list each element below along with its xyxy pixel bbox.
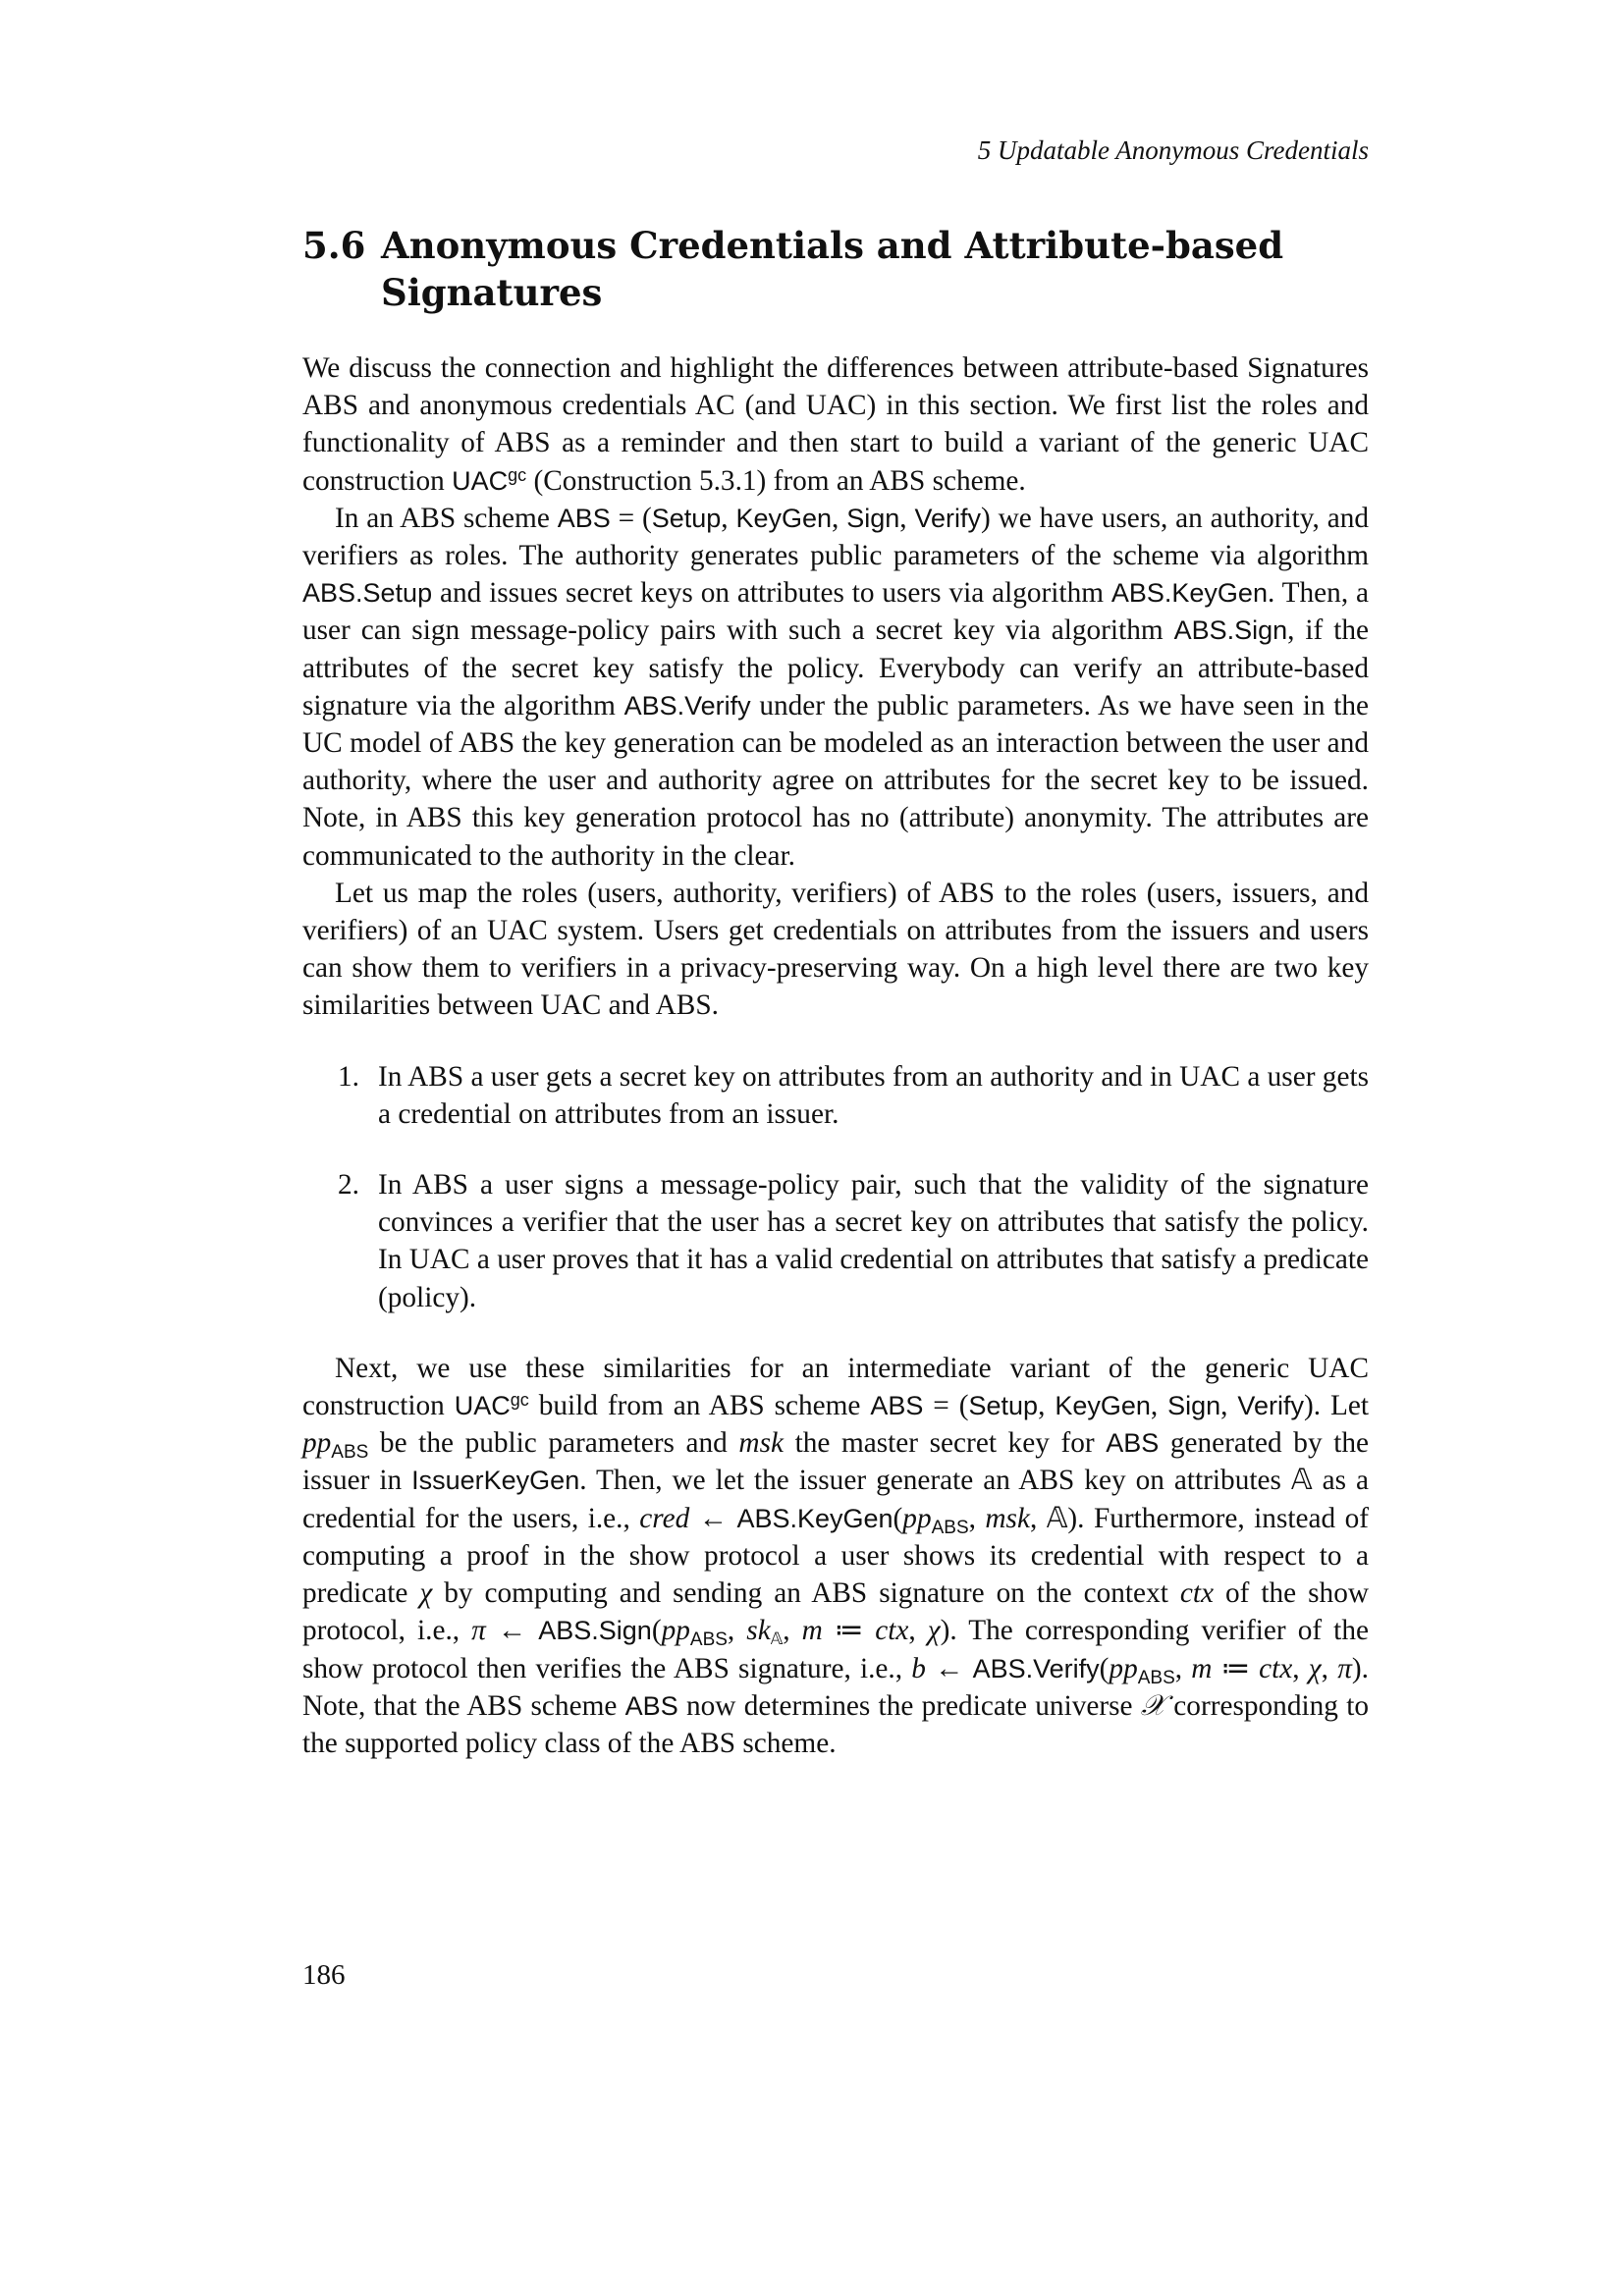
text-run: by computing and sending an ABS signature on the context [432, 1577, 1180, 1610]
text-run: In an ABS scheme [335, 502, 558, 534]
text-run: ). Note, that the ABS scheme [302, 1652, 1369, 1722]
list-item [302, 1058, 1369, 1133]
ctx-symbol: ctx [875, 1615, 909, 1647]
paragraph-roles: Let us map the roles (users, authority, verifiers) of ABS to the roles (users, issuers, and verifiers) of an UAC system. Users get credentials on attributes from the issuers and users can show them to verifiers in a privacy-preserving way. On a high level there are two key similarities between UAC and ABS. [302, 877, 1369, 1022]
m-symbol: m [801, 1615, 823, 1647]
list-item-number: 2. [338, 1169, 359, 1201]
abs-verify-symbol: ABS.Verify [623, 690, 751, 721]
abs-keygen-symbol: ABS.KeyGen [1110, 578, 1268, 609]
text-run: We discuss the connection and highlight the differences between attribute-based Signatures ABS and anonymous credentials AC (and UAC) in this section. We first list the roles and functionality of ABS as a reminder and then start to build a variant of the generic UAC construction [302, 352, 1369, 497]
text-run: ). [1067, 1502, 1085, 1534]
paragraph-construction [302, 1350, 1369, 1762]
text-run: , [1220, 1390, 1238, 1422]
uac-symbol: UAC [454, 1391, 511, 1421]
pp-symbol: pp [902, 1502, 932, 1534]
abs-symbol: ABS [870, 1391, 924, 1421]
text-run: (Construction 5.3.1) from an ABS scheme. [526, 464, 1026, 497]
verify-symbol: Verify [1237, 1391, 1304, 1421]
abs-symbol: ABS [1106, 1428, 1160, 1459]
text-run: , [1174, 1652, 1192, 1684]
text-run: and issues secret keys on attributes to users via algorithm [432, 577, 1111, 610]
list-item-text: In ABS a user gets a secret key on attributes from an authority and in UAC a user gets a credential on attributes from an issuer. [378, 1060, 1369, 1130]
text-run: ) we have users, an authority, and verifiers as roles. The authority generates public parameters of the scheme via algorithm [302, 502, 1369, 572]
text-run: , [1292, 1652, 1309, 1684]
pi-symbol: π [471, 1615, 486, 1647]
section-heading [302, 222, 1284, 316]
ctx-symbol: ctx [1259, 1652, 1293, 1684]
section-title-line1: Anonymous Credentials and Attribute-based [381, 224, 1284, 267]
sk-symbol: sk [746, 1615, 771, 1647]
list-item [302, 1166, 1369, 1316]
text-run: , [968, 1502, 986, 1534]
uac-symbol: UAC [452, 465, 509, 496]
gc-superscript: gc [508, 464, 527, 485]
text-run: of the show protocol, i.e., [302, 1577, 1370, 1647]
text-run: ≔ [822, 1615, 876, 1647]
text-run: ≔ [1212, 1652, 1260, 1684]
abs-keygen-symbol: ABS.KeyGen [736, 1503, 893, 1533]
section-title-line2: Signatures [381, 271, 603, 314]
page-number: 186 [302, 1959, 346, 1991]
pp-symbol: pp [302, 1427, 332, 1460]
section-number: 5.6 [302, 224, 366, 267]
text-run: Let [1329, 1390, 1370, 1422]
abs-subscript: ABS [931, 1517, 969, 1538]
cred-symbol: cred [639, 1502, 690, 1534]
paragraph-intro [302, 349, 1369, 500]
text-run: ← [925, 1652, 973, 1684]
msk-symbol: msk [738, 1427, 784, 1460]
text-run: ). The corresponding verifier of the show protocol then verifies the ABS signature, i.e., [302, 1615, 1369, 1684]
msk-symbol: msk [985, 1502, 1030, 1534]
text-run: , [727, 1615, 747, 1647]
text-run: , [908, 1615, 928, 1647]
text-run: , [1321, 1652, 1338, 1684]
body-text [302, 349, 1369, 1762]
running-head: 5 Updatable Anonymous Credentials [977, 135, 1369, 165]
abs-subscript: ABS [689, 1629, 728, 1651]
abs-setup-symbol: ABS.Setup [302, 578, 433, 609]
text-run: ← [689, 1502, 737, 1534]
text-run: ← [485, 1615, 539, 1647]
abs-verify-symbol: ABS.Verify [972, 1653, 1100, 1683]
text-run: , if the attributes of the secret key satisfy the policy. Everybody can verify an attribute-based signature via the algorithm [302, 614, 1369, 721]
attribute-set-symbol: 𝔸 [1290, 1465, 1313, 1497]
list-item-text: In ABS a user signs a message-policy pair, such that the validity of the signature convinces a verifier that the user has a secret key on attributes that satisfy the policy. In UAC a user proves that it has a valid credential on attributes that satisfy a predicate (policy). [378, 1169, 1369, 1313]
abs-symbol: ABS [557, 503, 611, 533]
attribute-set-symbol: 𝔸 [1046, 1502, 1068, 1534]
chi-symbol: χ [1308, 1652, 1322, 1684]
text-run: , [899, 502, 915, 534]
attribute-set-subscript: 𝔸 [770, 1629, 784, 1649]
text-run: . Then, a user can sign message-policy pairs with such a secret key via algorithm [302, 577, 1370, 647]
text-run: , [1029, 1502, 1047, 1534]
text-run: , [832, 502, 847, 534]
abs-subscript: ABS [331, 1442, 369, 1464]
keygen-symbol: KeyGen [1055, 1391, 1151, 1421]
issuerkeygen-symbol: IssuerKeyGen [411, 1466, 580, 1496]
text-run: , [1150, 1390, 1168, 1422]
abs-sign-symbol: ABS.Sign [1173, 615, 1288, 646]
text-run: , [783, 1615, 802, 1647]
similarities-list [302, 1058, 1369, 1316]
text-run: under the public parameters. As we have seen in the UC model of ABS the key generation can be modeled as an interaction between the user and authority, where the user and authority agree on attributes for the secret key to be issued. Note, in ABS this key generation protocol has no (attribute) anonymity. The attributes are communicated to the authority in the clear. [302, 689, 1369, 872]
ctx-symbol: ctx [1179, 1577, 1214, 1610]
text-run: . Then, we let the issuer generate an ABS key on attributes [579, 1465, 1291, 1497]
text-run: , [1038, 1390, 1056, 1422]
chi-symbol: χ [419, 1577, 433, 1610]
text-run: corresponding to the supported policy class of the ABS scheme. [302, 1689, 1369, 1759]
text-run: = ( [923, 1390, 969, 1422]
paragraph-abs-scheme [302, 500, 1369, 875]
text-run: ( [651, 1615, 662, 1647]
text-run: build from an ABS scheme [528, 1390, 871, 1422]
abs-subscript: ABS [1137, 1667, 1175, 1688]
text-run: generated by the issuer in [302, 1427, 1369, 1497]
text-run: Next, we use these similarities for an intermediate variant of the generic UAC construction [302, 1352, 1369, 1422]
text-run: be the public parameters and [368, 1427, 739, 1460]
pi-symbol: π [1337, 1652, 1352, 1684]
text-run: Furthermore, instead of computing a proof in the show protocol a user shows its credential with respect to a predicate [302, 1502, 1369, 1610]
predicate-universe-symbol: 𝒳 [1140, 1689, 1166, 1722]
abs-symbol: ABS [624, 1690, 678, 1721]
text-run: = ( [610, 502, 652, 534]
chi-symbol: χ [927, 1615, 941, 1647]
text-run: ( [1099, 1652, 1110, 1684]
b-symbol: b [911, 1652, 926, 1684]
list-item-number: 1. [338, 1060, 359, 1093]
gc-superscript: gc [510, 1390, 529, 1411]
keygen-symbol: KeyGen [735, 503, 833, 533]
pp-symbol: pp [661, 1615, 690, 1647]
sign-symbol: Sign [1167, 1391, 1221, 1421]
pp-symbol: pp [1109, 1652, 1138, 1684]
text-run: ( [893, 1502, 903, 1534]
setup-symbol: Setup [651, 503, 722, 533]
sign-symbol: Sign [846, 503, 900, 533]
text-run: now determines the predicate universe [677, 1689, 1141, 1722]
abs-sign-symbol: ABS.Sign [538, 1616, 652, 1646]
text-run: the master secret key for [783, 1427, 1107, 1460]
setup-symbol: Setup [968, 1391, 1039, 1421]
verify-symbol: Verify [914, 503, 981, 533]
text-run: as a credential for the users, i.e., [302, 1465, 1369, 1534]
text-run: ). [1303, 1390, 1322, 1422]
text-run: , [721, 502, 736, 534]
m-symbol: m [1191, 1652, 1213, 1684]
